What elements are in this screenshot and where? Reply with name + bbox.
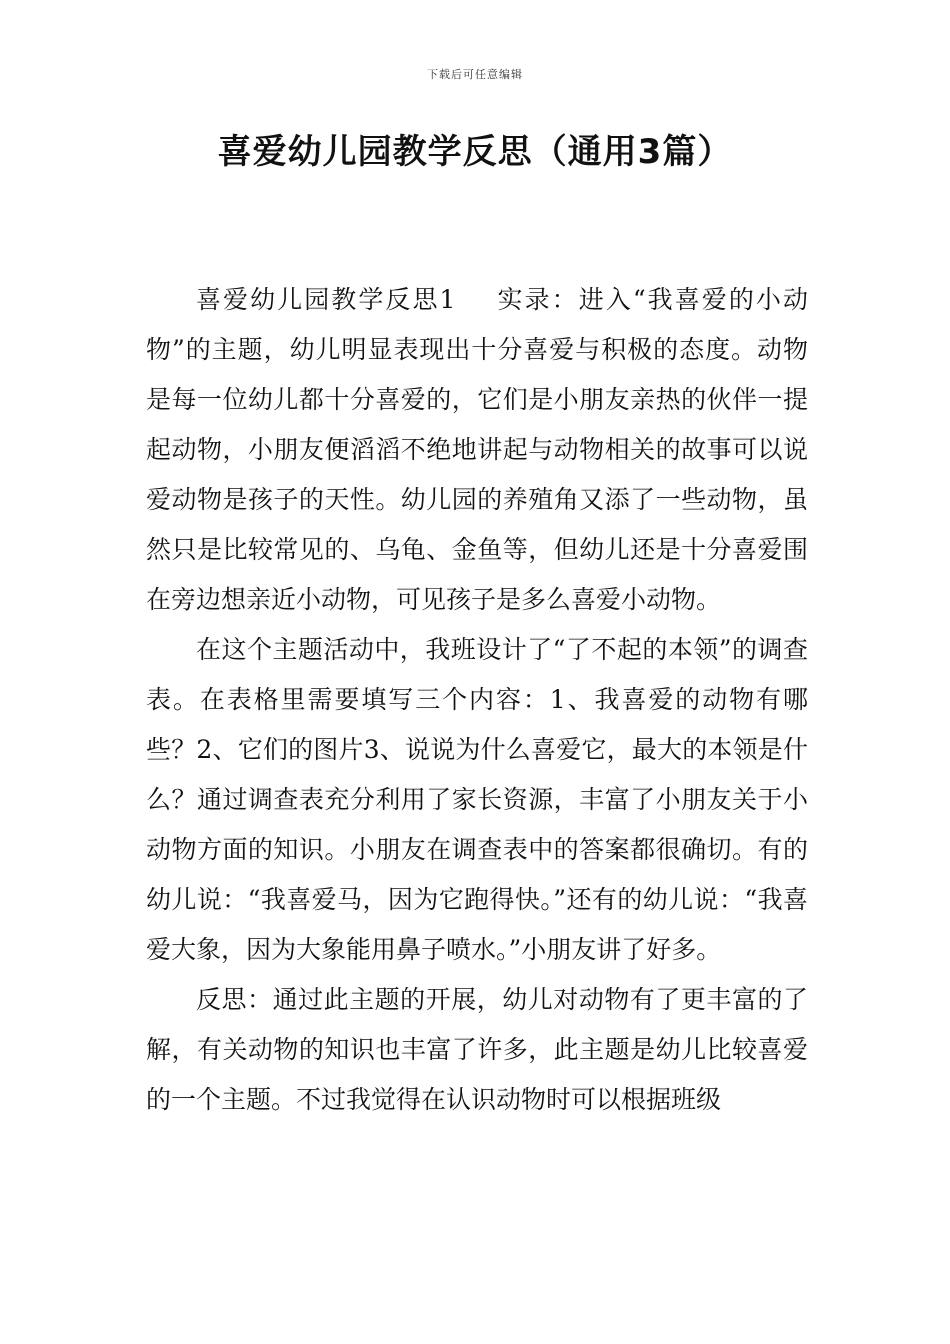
header-note: 下载后可任意编辑 [427,68,523,81]
paragraph-1-lead: 喜爱幼儿园教学反思1 [196,285,456,314]
document-body [146,275,808,1125]
paragraph-3: 反思：通过此主题的开展，幼儿对动物有了更丰富的了解，有关动物的知识也丰富了许多，此主题是幼儿比较喜爱的一个主题。不过我觉得在认识动物时可以根据班级 [146,985,808,1114]
paragraph-1-text: 实录：进入“我喜爱的小动物”的主题，幼儿明显表现出十分喜爱与积极的态度。动物是每一位幼儿都十分喜爱的，它们是小朋友亲热的伙伴一提起动物，小朋友便滔滔不绝地讲起与动物相关的故事可以说爱动物是孩子的天性。幼儿园的养殖角又添了一些动物，虽然只是比较常见的、乌龟、金鱼等，但幼儿还是十分喜爱围在旁边想亲近小动物，可见孩子是多么喜爱小动物。 [146,285,808,614]
document-title: 喜爱幼儿园教学反思（通用3篇） [217,132,733,172]
paragraph-2: 在这个主题活动中，我班设计了“了不起的本领”的调查表。在表格里需要填写三个内容：1、我喜爱的动物有哪些？2、它们的图片3、说说为什么喜爱它，最大的本领是什么？通过调查表充分利用了家长资源，丰富了小朋友关于小动物方面的知识。小朋友在调查表中的答案都很确切。有的幼儿说：“我喜爱马，因为它跑得快。”还有的幼儿说：“我喜爱大象，因为大象能用鼻子喷水。”小朋友讲了好多。 [146,635,808,964]
paragraph-1 [146,275,808,625]
